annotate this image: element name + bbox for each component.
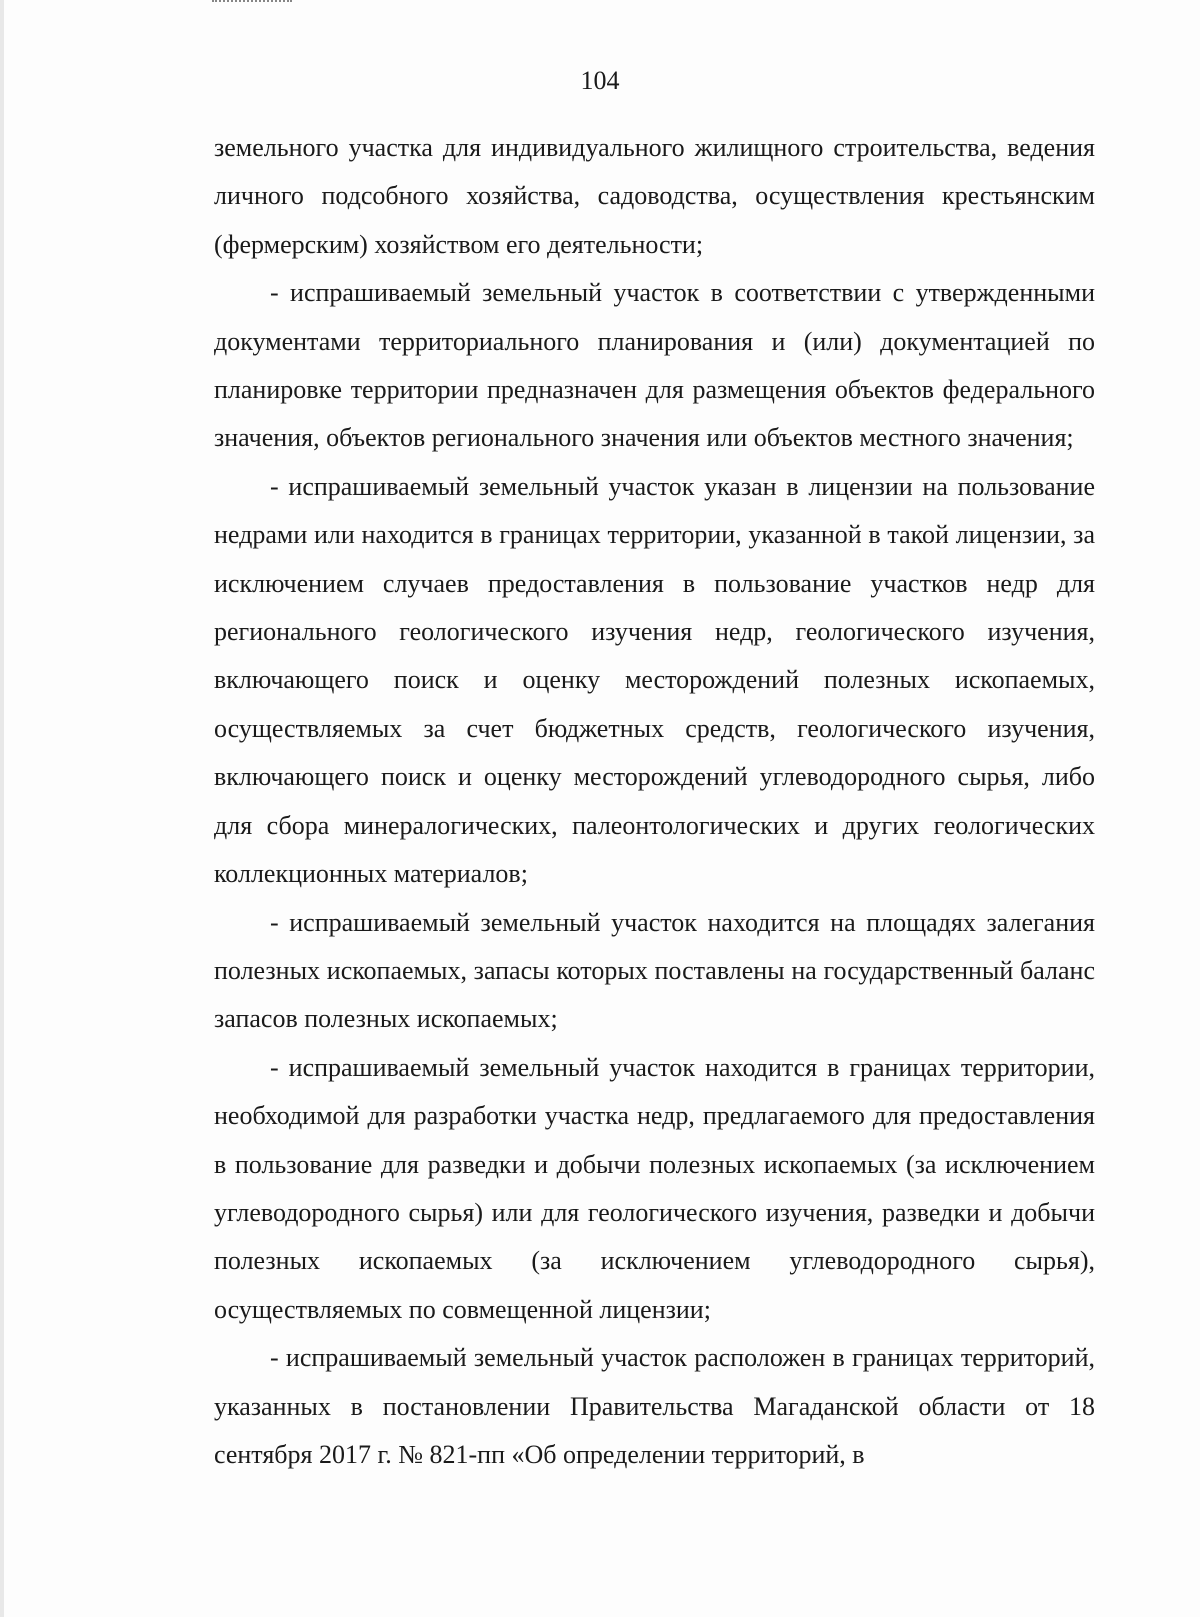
list-item-government-resolution: - испрашиваемый земельный участок расположен в границах территорий, указанных в постановлении Правительства Магаданской области от 18 сентября 2017 г. № 821-пп «Об определении территорий, в	[214, 1343, 1095, 1469]
list-item-subsoil-license: - испрашиваемый земельный участок указан в лицензии на пользование недрами или находится в границах территории, указанной в такой лицензии, за исключением случаев предоставления в пользование участков недр для регионального геологического изучения недр, геологического изучения, включающего поиск и оценку месторождений полезных ископаемых, осуществляемых за счет бюджетных средств, геологического изучения, включающего поиск и оценку месторождений углеводородного сырья, либо для сбора минералогических, палеонтологических и других геологических коллекционных материалов;	[214, 471, 1095, 889]
scan-artifact	[212, 0, 292, 5]
paragraph-continuation: земельного участка для индивидуального жилищного строительства, ведения личного подсобного хозяйства, садоводства, осуществления крестьянским (фермерским) хозяйством его деятельности;	[214, 133, 1095, 259]
document-body	[214, 124, 1095, 1479]
list-item-subsoil-development: - испрашиваемый земельный участок находится в границах территории, необходимой для разработки участка недр, предлагаемого для предоставления в пользование для разведки и добычи полезных ископаемых (за исключением углеводородного сырья) или для геологического изучения, разведки и добычи полезных ископаемых (за исключением углеводородного сырья), осуществляемых по совмещенной лицензии;	[214, 1052, 1095, 1324]
page-number: 104	[580, 66, 620, 95]
list-item-planning-documents: - испрашиваемый земельный участок в соответствии с утвержденными документами территориального планирования и (или) документацией по планировке территории предназначен для размещения объектов федерального значения, объектов регионального значения или объектов местного значения;	[214, 278, 1095, 453]
scan-edge	[0, 0, 4, 1617]
list-item-mineral-deposits: - испрашиваемый земельный участок находится на площадях залегания полезных ископаемых, запасы которых поставлены на государственный баланс запасов полезных ископаемых;	[214, 907, 1095, 1034]
